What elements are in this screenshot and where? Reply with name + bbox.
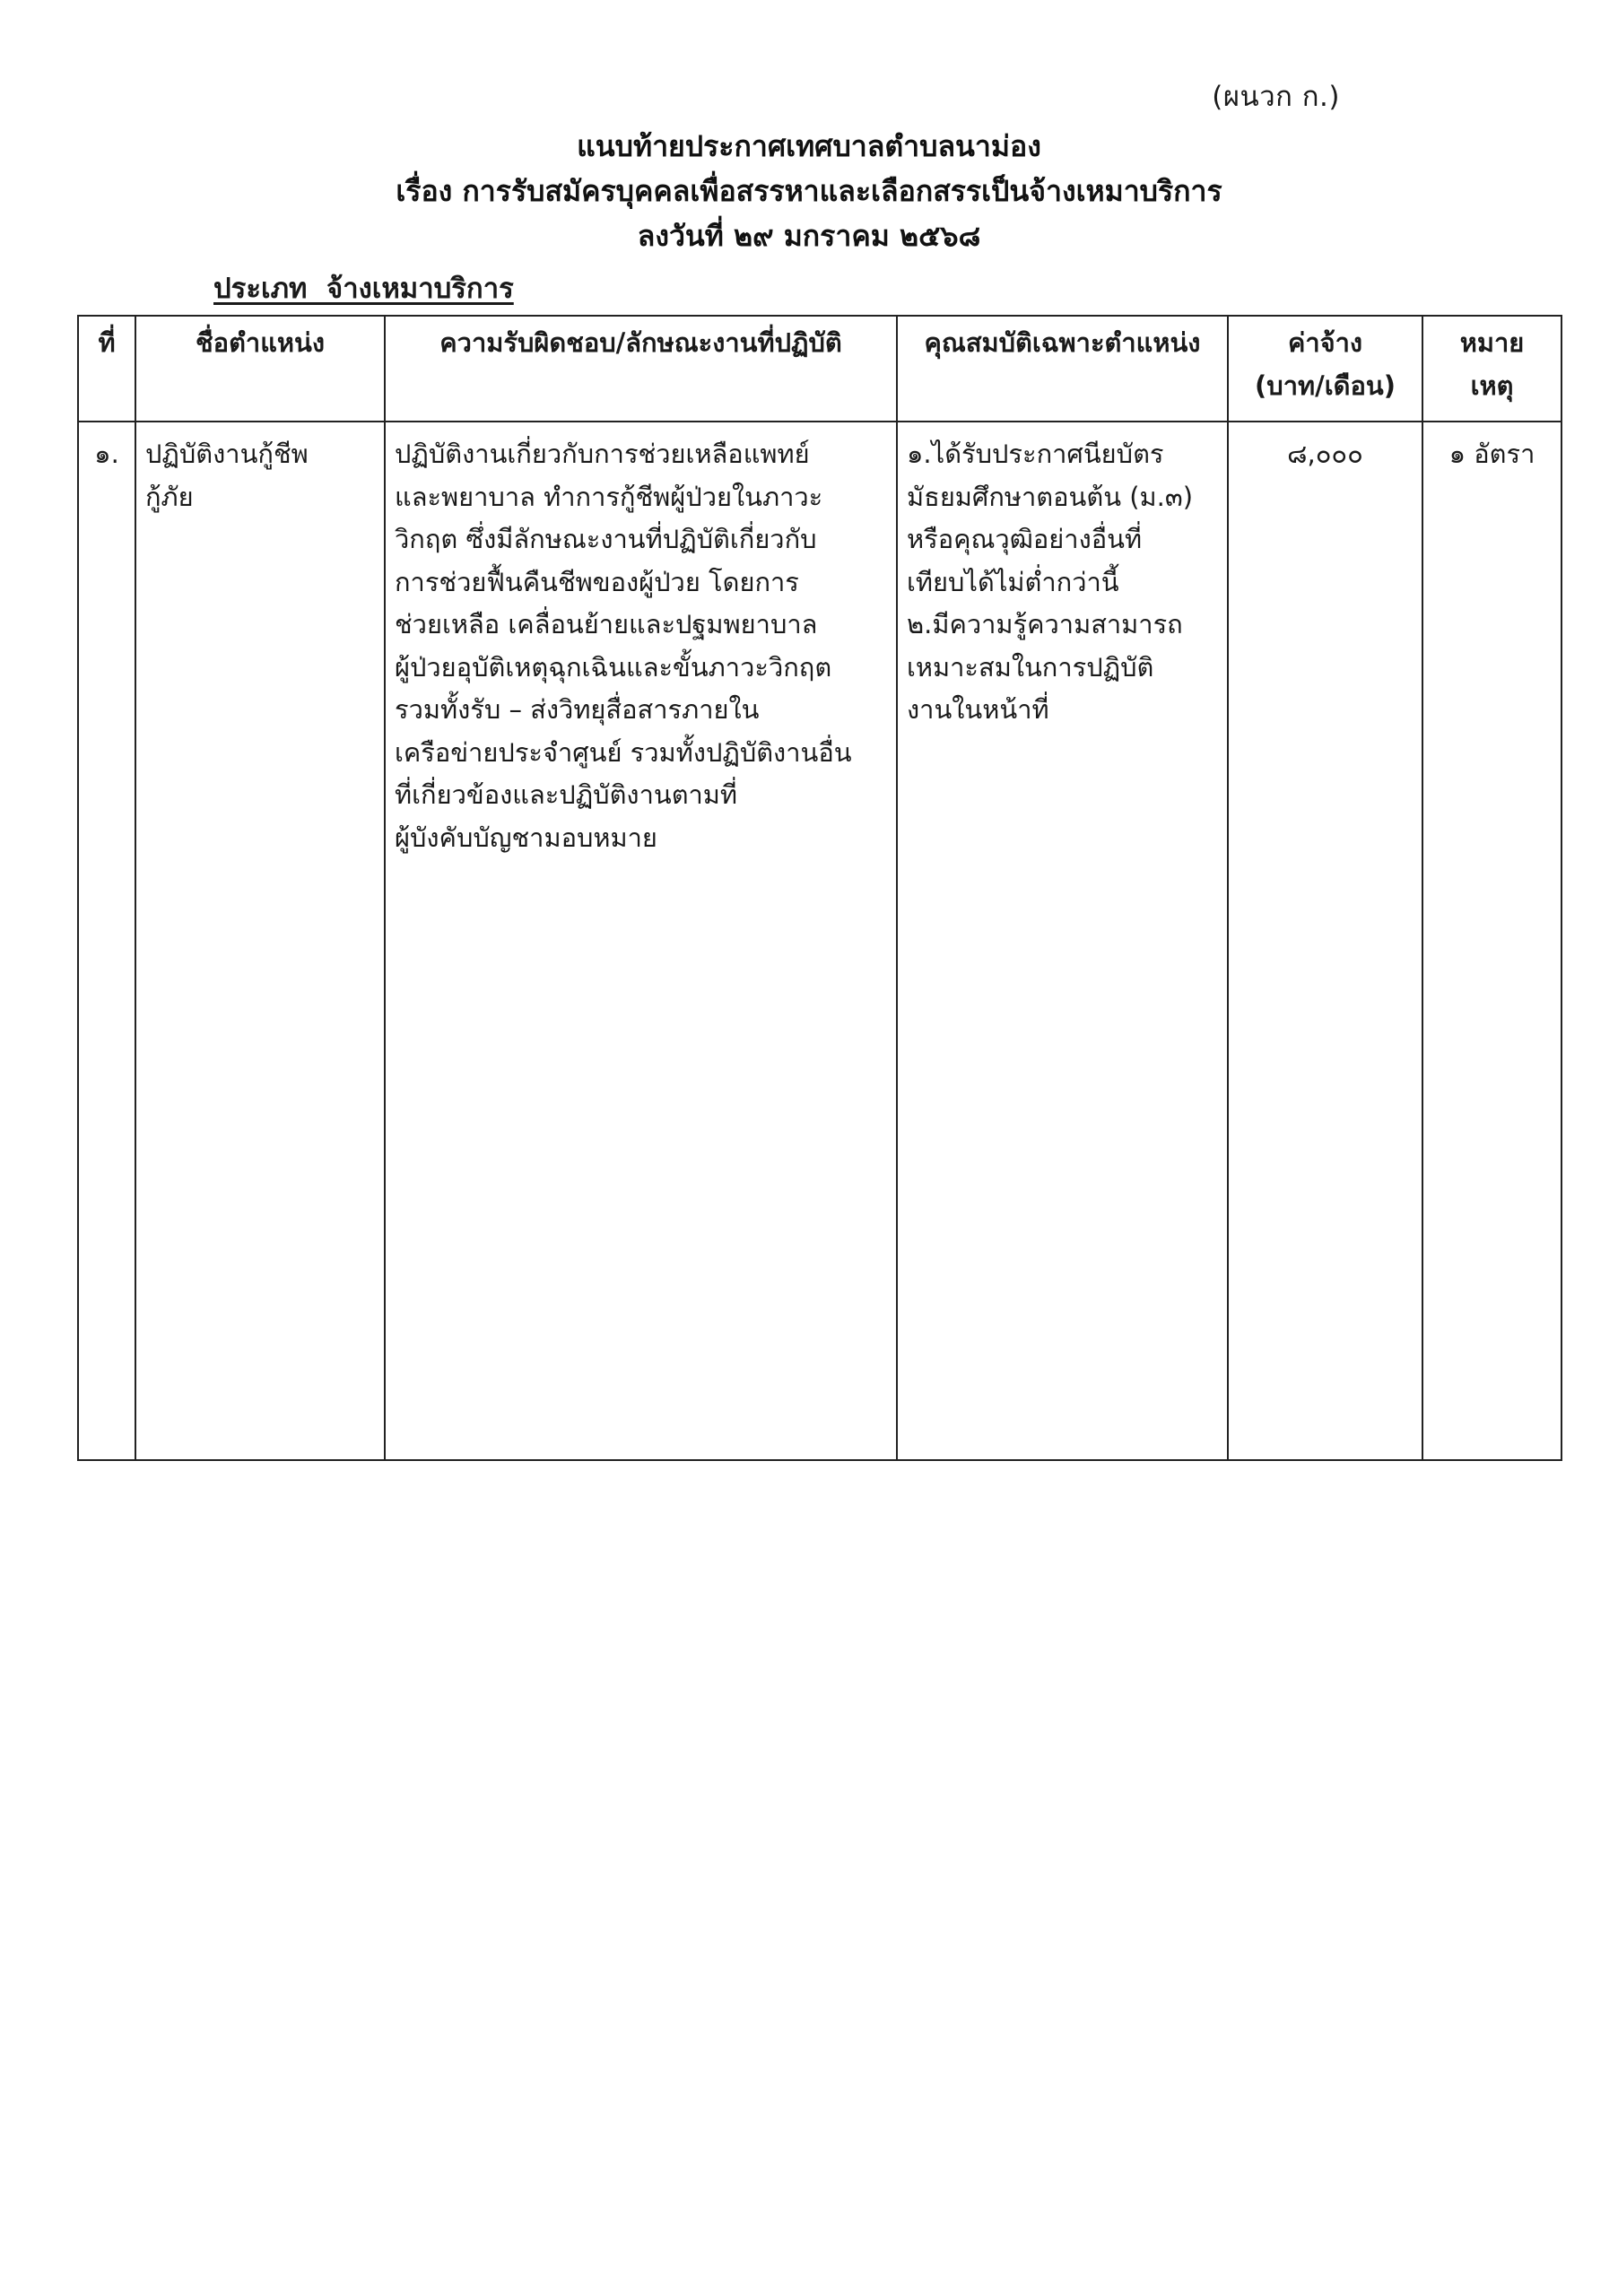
header-position: ชื่อตำแหน่ง <box>135 316 385 422</box>
header-no: ที่ <box>78 316 135 422</box>
duty-line: ผู้บังคับบัญชามอบหมาย <box>395 822 657 853</box>
cell-remark: ๑ อัตรา <box>1422 422 1561 1460</box>
cell-wage: ๘,๐๐๐ <box>1228 422 1422 1460</box>
position-line: ปฏิบัติงานกู้ชีพ <box>145 439 309 469</box>
qualification-line: เทียบได้ไม่ต่ำกว่านี้ <box>907 566 1119 597</box>
header-duties: ความรับผิดชอบ/ลักษณะงานที่ปฏิบัติ <box>385 316 897 422</box>
qualification-line: ๑.ได้รับประกาศนียบัตร <box>907 439 1164 469</box>
duty-line: วิกฤต ซึ่งมีลักษณะงานที่ปฏิบัติเกี่ยวกับ <box>395 524 817 554</box>
cell-qualifications <box>897 422 1228 1460</box>
job-position-table <box>77 315 1562 1461</box>
header-remark-line1: หมาย <box>1459 327 1525 358</box>
table-row <box>78 422 1561 1460</box>
qualification-line: งานในหน้าที่ <box>907 694 1049 725</box>
duty-line: ปฏิบัติงานเกี่ยวกับการช่วยเหลือแพทย์ <box>395 439 810 469</box>
category-label: ประเภท จ้างเหมาบริการ <box>213 273 514 305</box>
cell-duties <box>385 422 897 1460</box>
annex-label: (ผนวก ก.) <box>1212 81 1340 113</box>
cell-no: ๑. <box>78 422 135 1460</box>
header-remark-line2: เหตุ <box>1470 370 1514 401</box>
table-header-row <box>78 316 1561 422</box>
title-subject: เรื่อง การรับสมัครบุคคลเพื่อสรรหาและเลือกสรรเป็นจ้างเหมาบริการ <box>396 174 1222 208</box>
qualification-line: หรือคุณวุฒิอย่างอื่นที่ <box>907 524 1143 554</box>
duty-line: รวมทั้งรับ – ส่งวิทยุสื่อสารภายใน <box>395 694 760 725</box>
qualification-line: มัธยมศึกษาตอนต้น (ม.๓) <box>907 481 1194 512</box>
header-wage <box>1228 316 1422 422</box>
cell-position <box>135 422 385 1460</box>
duty-line: ที่เกี่ยวข้องและปฏิบัติงานตามที่ <box>395 779 738 810</box>
document-title-block <box>0 124 1618 258</box>
header-remark <box>1422 316 1561 422</box>
duty-line: และพยาบาล ทำการกู้ชีพผู้ป่วยในภาวะ <box>395 481 823 512</box>
duty-line: เครือข่ายประจำศูนย์ รวมทั้งปฏิบัติงานอื่น <box>395 736 852 768</box>
qualification-line: เหมาะสมในการปฏิบัติ <box>907 651 1154 683</box>
header-qualifications: คุณสมบัติเฉพาะตำแหน่ง <box>897 316 1228 422</box>
title-announcement: แนบท้ายประกาศเทศบาลตำบลนาม่อง <box>577 129 1041 163</box>
header-wage-line1: ค่าจ้าง <box>1287 327 1363 358</box>
title-date: ลงวันที่ ๒๙ มกราคม ๒๕๖๘ <box>637 219 981 253</box>
duty-line: การช่วยฟื้นคืนชีพของผู้ป่วย โดยการ <box>395 566 799 597</box>
header-wage-line2: (บาท/เดือน) <box>1255 370 1396 401</box>
qualification-line: ๒.มีความรู้ความสามารถ <box>907 609 1183 639</box>
duty-line: ช่วยเหลือ เคลื่อนย้ายและปฐมพยาบาล <box>395 609 818 639</box>
position-line: กู้ภัย <box>145 481 194 512</box>
duty-line: ผู้ป่วยอุบัติเหตุฉุกเฉินและขั้นภาวะวิกฤต <box>395 651 832 683</box>
